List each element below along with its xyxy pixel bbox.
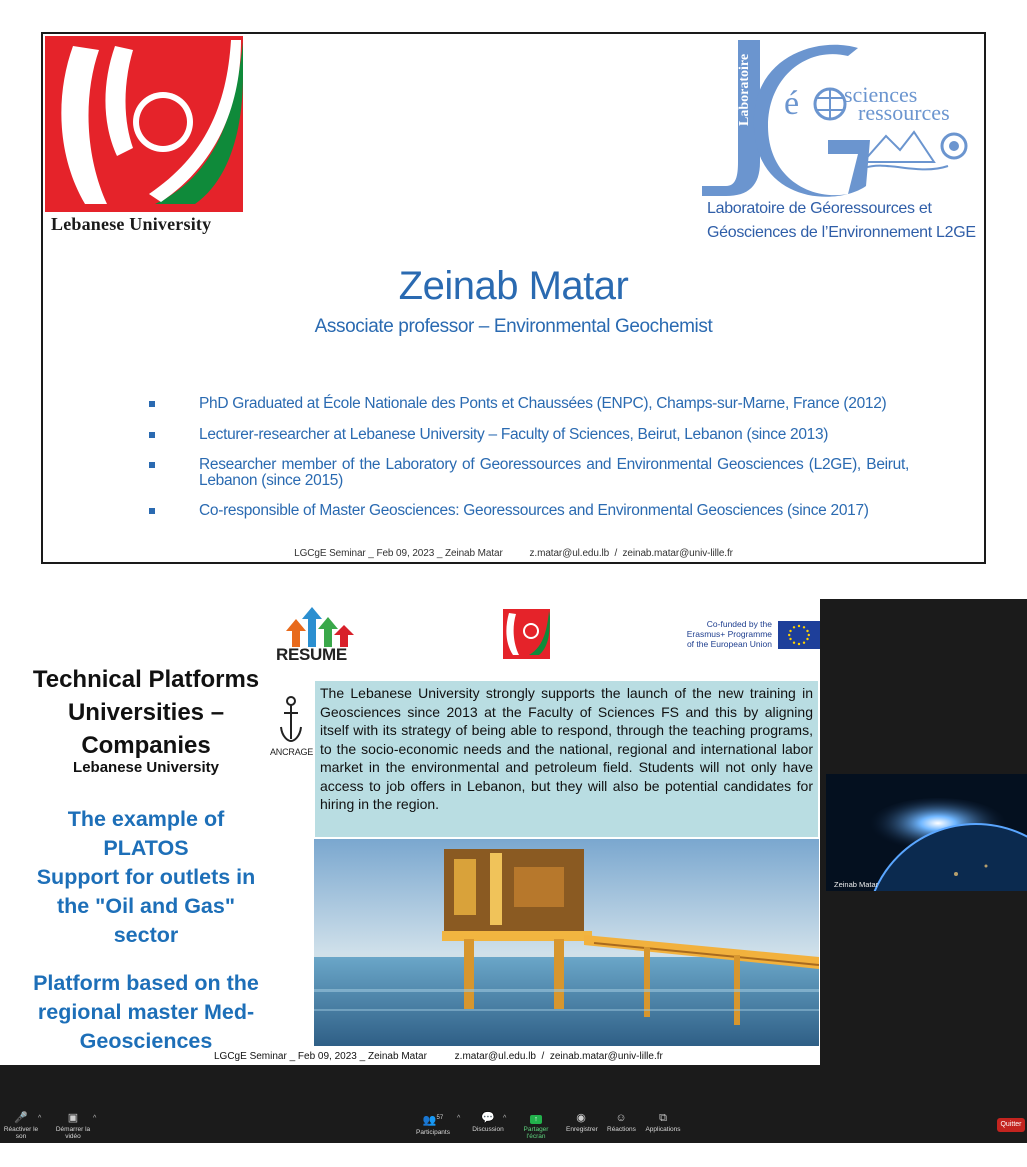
earth-background-image (826, 774, 1027, 891)
eu-flag-icon (778, 621, 820, 649)
reactions-label: Réactions (607, 1126, 636, 1133)
lebanese-university-logo-text: Lebanese University (51, 214, 212, 234)
video-options-chevron-icon[interactable]: ^ (93, 1115, 97, 1122)
share-screen-button[interactable] (514, 1113, 558, 1140)
participant-name-label: Zeinab Matar (834, 880, 879, 889)
bio-bullet-2 (149, 427, 909, 443)
platform-line: Geosciences (79, 1029, 213, 1053)
platform-line: Platform based on the (33, 971, 259, 995)
lab-name-line-2: Géosciences de l’Environnement L2GE (707, 224, 976, 241)
lebanese-university-logo-small (503, 609, 550, 659)
example-line: Support for outlets in (36, 865, 256, 889)
bio-bullet-text: Researcher member of the Laboratory of Georessources and Environmental Geosciences (L2GE), Beirut, Lebanon (since 2015) (199, 456, 909, 489)
example-line: PLATOS (103, 836, 189, 860)
slide-title-line: Universities – (67, 699, 225, 726)
example-line: The example of (67, 807, 225, 831)
unmute-label: Réactiver le son (3, 1126, 39, 1140)
slide-example-heading (0, 805, 265, 950)
participants-count: 57 (436, 1115, 444, 1121)
share-screen-icon: ↑ (514, 1113, 558, 1124)
chat-button[interactable] (472, 1112, 507, 1133)
l2ge-laboratory-logo (698, 36, 978, 204)
chat-options-chevron-icon[interactable]: ^ (503, 1115, 507, 1122)
lebanese-university-logo (45, 36, 243, 236)
presenter-slide-1 (41, 32, 986, 564)
svg-text:é: é (784, 85, 800, 122)
bullet-square-icon (149, 401, 155, 407)
apps-icon: ⧉ (659, 1112, 667, 1124)
video-off-icon: ▣ (67, 1112, 79, 1124)
ancrage-logo-text: ANCRAGE (270, 747, 314, 757)
eu-line: Co-funded by the (706, 619, 772, 629)
example-line: sector (113, 923, 179, 947)
applications-button[interactable] (644, 1113, 682, 1133)
erasmus-cofunding-text (640, 619, 772, 649)
example-line: the "Oil and Gas" (56, 894, 236, 918)
smiley-icon: ☺ (615, 1112, 627, 1124)
lab-name-line-1: Laboratoire de Géoressources et (707, 200, 932, 217)
bio-bullet-1 (149, 396, 909, 412)
reactions-button[interactable] (607, 1113, 635, 1133)
slide-platform-heading (0, 969, 265, 1056)
applications-label: Applications (645, 1126, 681, 1133)
quit-meeting-button[interactable]: Quitter (997, 1118, 1025, 1132)
share-screen-label: Partager l'écran (523, 1126, 549, 1140)
bio-bullet-text: Lecturer-researcher at Lebanese University – Faculty of Sciences, Beirut, Lebanon (since 2013) (199, 426, 829, 443)
start-video-button[interactable] (48, 1113, 98, 1140)
lab-logo-sciences-text: sciences (844, 82, 918, 107)
bullet-square-icon (149, 462, 155, 468)
shared-screen-slide (0, 599, 820, 1065)
slide-footer: LGCgE Seminar _ Feb 09, 2023 _ Zeinab Matar z.matar@ul.edu.lb / zeinab.matar@univ-lille.fr (294, 548, 733, 559)
lab-logo-vertical-text: Laboratoire (737, 53, 752, 126)
participants-button[interactable] (416, 1113, 450, 1136)
participants-options-chevron-icon[interactable]: ^ (457, 1115, 461, 1122)
resume-logo-text: RESUME (276, 645, 347, 664)
bio-bullet-text: PhD Graduated at École Nationale des Ponts et Chaussées (ENPC), Champs-sur-Marne, France (2012) (199, 395, 887, 412)
anchor-icon (278, 695, 304, 743)
bullet-square-icon (149, 508, 155, 514)
bio-bullet-text: Co-responsible of Master Geosciences: Georessources and Environmental Geosciences (since 2017) (199, 502, 869, 519)
slide-footer: LGCgE Seminar _ Feb 09, 2023 _ Zeinab Matar z.matar@ul.edu.lb / zeinab.matar@univ-lille.fr (214, 1051, 663, 1062)
presenter-role: Associate professor – Environmental Geochemist (314, 316, 713, 337)
record-icon: ◉ (576, 1112, 586, 1124)
bio-bullet-3 (149, 457, 909, 489)
participants-label: Participants (416, 1128, 450, 1136)
zoom-meeting-window (0, 599, 1027, 1143)
slide-paragraph: The Lebanese University strongly supports the launch of the new training in Geosciences since 2013 at the Faculty of Sciences FS and this by aligning itself with its strategy of being able to respond, through the teaching programs, to the socio-economic needs and the national, regional and international labor market in the environmental and petroleum field. Students will not only have access to job offers in Lebanon, but they will also be potential candidates for hiring in the region. (315, 681, 818, 837)
presenter-name: Zeinab Matar (398, 264, 629, 308)
participants-icon: 👥$^{57}$ (422, 1114, 444, 1127)
lab-logo-ressources-text: ressources (858, 100, 950, 125)
chat-label: Discussion (472, 1126, 504, 1133)
slide-left-text-column (0, 663, 265, 1063)
muted-microphone-icon: 🎤 (14, 1112, 28, 1124)
record-label: Enregistrer (566, 1126, 598, 1133)
start-video-label: Démarrer la vidéo (55, 1126, 91, 1140)
slide-university-label: Lebanese University (73, 759, 219, 776)
slide-title (0, 663, 265, 762)
platform-line: regional master Med- (37, 1000, 255, 1024)
bio-bullet-4 (149, 503, 909, 519)
record-button[interactable] (566, 1113, 596, 1133)
chat-bubble-icon: 💬 (481, 1112, 495, 1124)
unmute-button[interactable] (0, 1113, 42, 1140)
eu-line: Erasmus+ Programme (686, 629, 772, 639)
offshore-oil-rig-image (314, 839, 819, 1046)
eu-line: of the European Union (686, 639, 772, 649)
slide-title-line: Technical Platforms (32, 666, 260, 693)
audio-options-chevron-icon[interactable]: ^ (38, 1115, 42, 1122)
bullet-square-icon (149, 432, 155, 438)
participant-video-tile[interactable] (826, 774, 1027, 891)
slide-title-line: Companies (81, 732, 211, 759)
